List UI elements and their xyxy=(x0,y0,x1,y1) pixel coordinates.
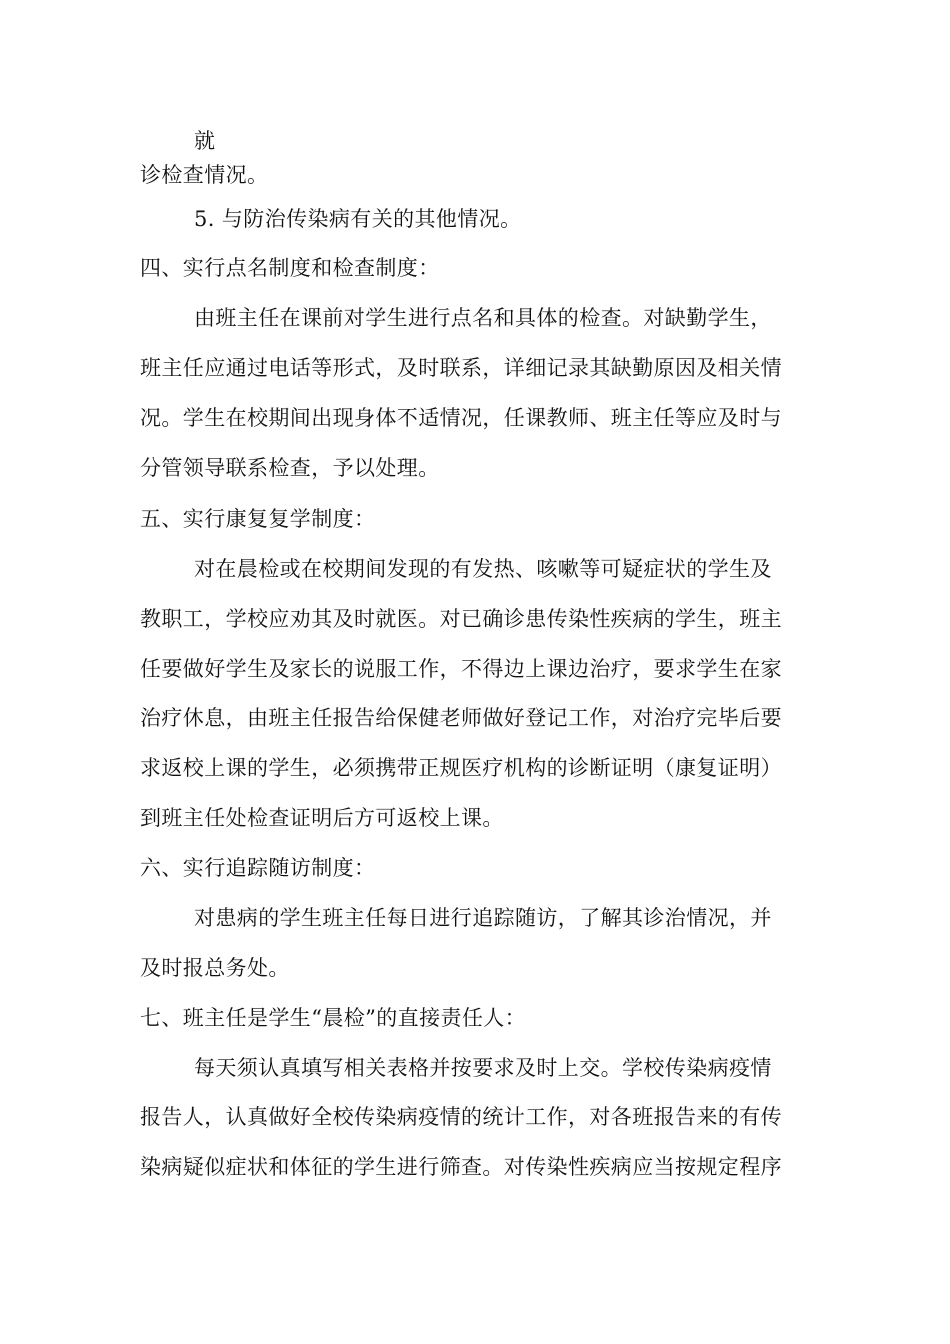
text-line: 就 xyxy=(194,129,216,153)
text-line: 对在晨检或在校期间发现的有发热、咳嗽等可疑症状的学生及 xyxy=(194,557,772,581)
text-line: 况。学生在校期间出现身体不适情况，任课教师、班主任等应及时与 xyxy=(140,406,782,430)
text-line: 求返校上课的学生，必须携带正规医疗机构的诊断证明（康复证明） xyxy=(140,756,782,780)
text-line: 教职工，学校应劝其及时就医。对已确诊患传染性疾病的学生，班主 xyxy=(140,607,782,631)
text-line: 由班主任在课前对学生进行点名和具体的检查。对缺勤学生， xyxy=(194,306,772,330)
text-line: 班主任应通过电话等形式，及时联系，详细记录其缺勤原因及相关情 xyxy=(140,356,782,380)
text-line: 诊检查情况。 xyxy=(140,163,269,187)
text-line: 及时报总务处。 xyxy=(140,956,290,980)
text-line: 分管领导联系检查，予以处理。 xyxy=(140,456,440,480)
section-heading: 四、实行点名制度和检查制度： xyxy=(140,256,440,280)
text-line: 对患病的学生班主任每日进行追踪随访，了解其诊治情况，并 xyxy=(194,906,772,930)
text-line: 治疗休息，由班主任报告给保健老师做好登记工作，对治疗完毕后要 xyxy=(140,706,782,730)
section-heading: 六、实行追踪随访制度： xyxy=(140,856,376,880)
section-heading: 七、班主任是学生“晨检”的直接责任人： xyxy=(140,1006,527,1030)
text-line: 每天须认真填写相关表格并按要求及时上交。学校传染病疫情 xyxy=(194,1056,772,1080)
text-line: 任要做好学生及家长的说服工作，不得边上课边治疗，要求学生在家 xyxy=(140,657,782,681)
section-heading: 五、实行康复复学制度： xyxy=(140,507,376,531)
text-line: 报告人，认真做好全校传染病疫情的统计工作，对各班报告来的有传 xyxy=(140,1105,782,1129)
text-line: 5. 与防治传染病有关的其他情况。 xyxy=(194,207,522,231)
text-line: 到班主任处检查证明后方可返校上课。 xyxy=(140,806,504,830)
text-line: 染病疑似症状和体征的学生进行筛查。对传染性疾病应当按规定程序 xyxy=(140,1155,782,1179)
